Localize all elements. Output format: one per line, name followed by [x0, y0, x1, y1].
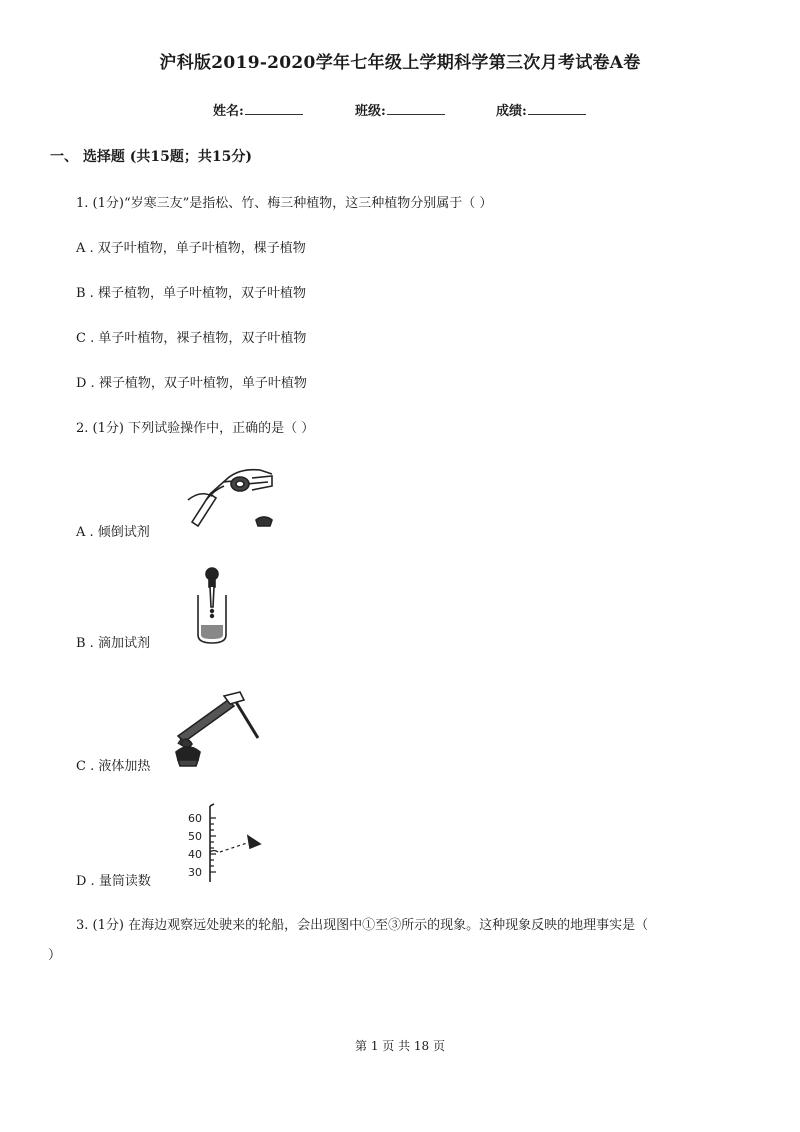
class-field [355, 100, 445, 119]
question-3-stem-line-2: ） [48, 948, 62, 963]
cylinder-tick-30: 30 [188, 866, 202, 879]
question-2-option-a: A . 倾倒试剂 [76, 525, 150, 540]
cylinder-tick-60: 60 [188, 812, 202, 825]
question-1-option-b: B . 棵子植物，单子叶植物，双子叶植物 [76, 286, 306, 301]
question-1-option-d: D . 裸子植物，双子叶植物，单子叶植物 [76, 376, 307, 391]
question-1-option-c: C . 单子叶植物，裸子植物，双子叶植物 [76, 331, 307, 346]
score-label: 成绩: [496, 104, 527, 119]
question-2-option-c: C . 液体加热 [76, 759, 151, 774]
page-footer: 第 1 页 共 18 页 [355, 1039, 445, 1053]
question-1-option-a: A . 双子叶植物，单子叶植物，棵子植物 [76, 241, 306, 256]
name-field [213, 100, 303, 119]
name-label: 姓名: [213, 104, 244, 119]
page-title: 沪科版2019-2020学年七年级上学期科学第三次月考试卷A卷 [159, 53, 641, 73]
section-heading: 一、 选择题 (共15题；共15分) [50, 149, 252, 165]
cylinder-tick-50: 50 [188, 830, 202, 843]
class-label: 班级: [355, 104, 386, 119]
score-field [496, 100, 586, 119]
question-2-option-b: B . 滴加试剂 [76, 636, 150, 651]
pouring-reagent-illustration [180, 460, 280, 532]
question-2-stem: 2. (1分) 下列试验操作中，正确的是（ ） [76, 421, 315, 436]
score-blank [528, 102, 586, 115]
name-blank [245, 102, 303, 115]
question-3-stem-line-1: 3. (1分) 在海边观察远处驶来的轮船，会出现图中①至③所示的现象。这种现象反映的地理事实是（ [76, 918, 649, 933]
question-2-option-d: D . 量筒读数 [76, 874, 151, 889]
dropping-reagent-illustration [190, 565, 234, 647]
heating-liquid-illustration [166, 688, 266, 770]
graduated-cylinder-illustration [186, 802, 268, 884]
cylinder-tick-40: 40 [188, 848, 202, 861]
class-blank [387, 102, 445, 115]
question-1-stem: 1. (1分)“岁寒三友”是指松、竹、梅三种植物，这三种植物分别属于（ ） [76, 196, 493, 211]
